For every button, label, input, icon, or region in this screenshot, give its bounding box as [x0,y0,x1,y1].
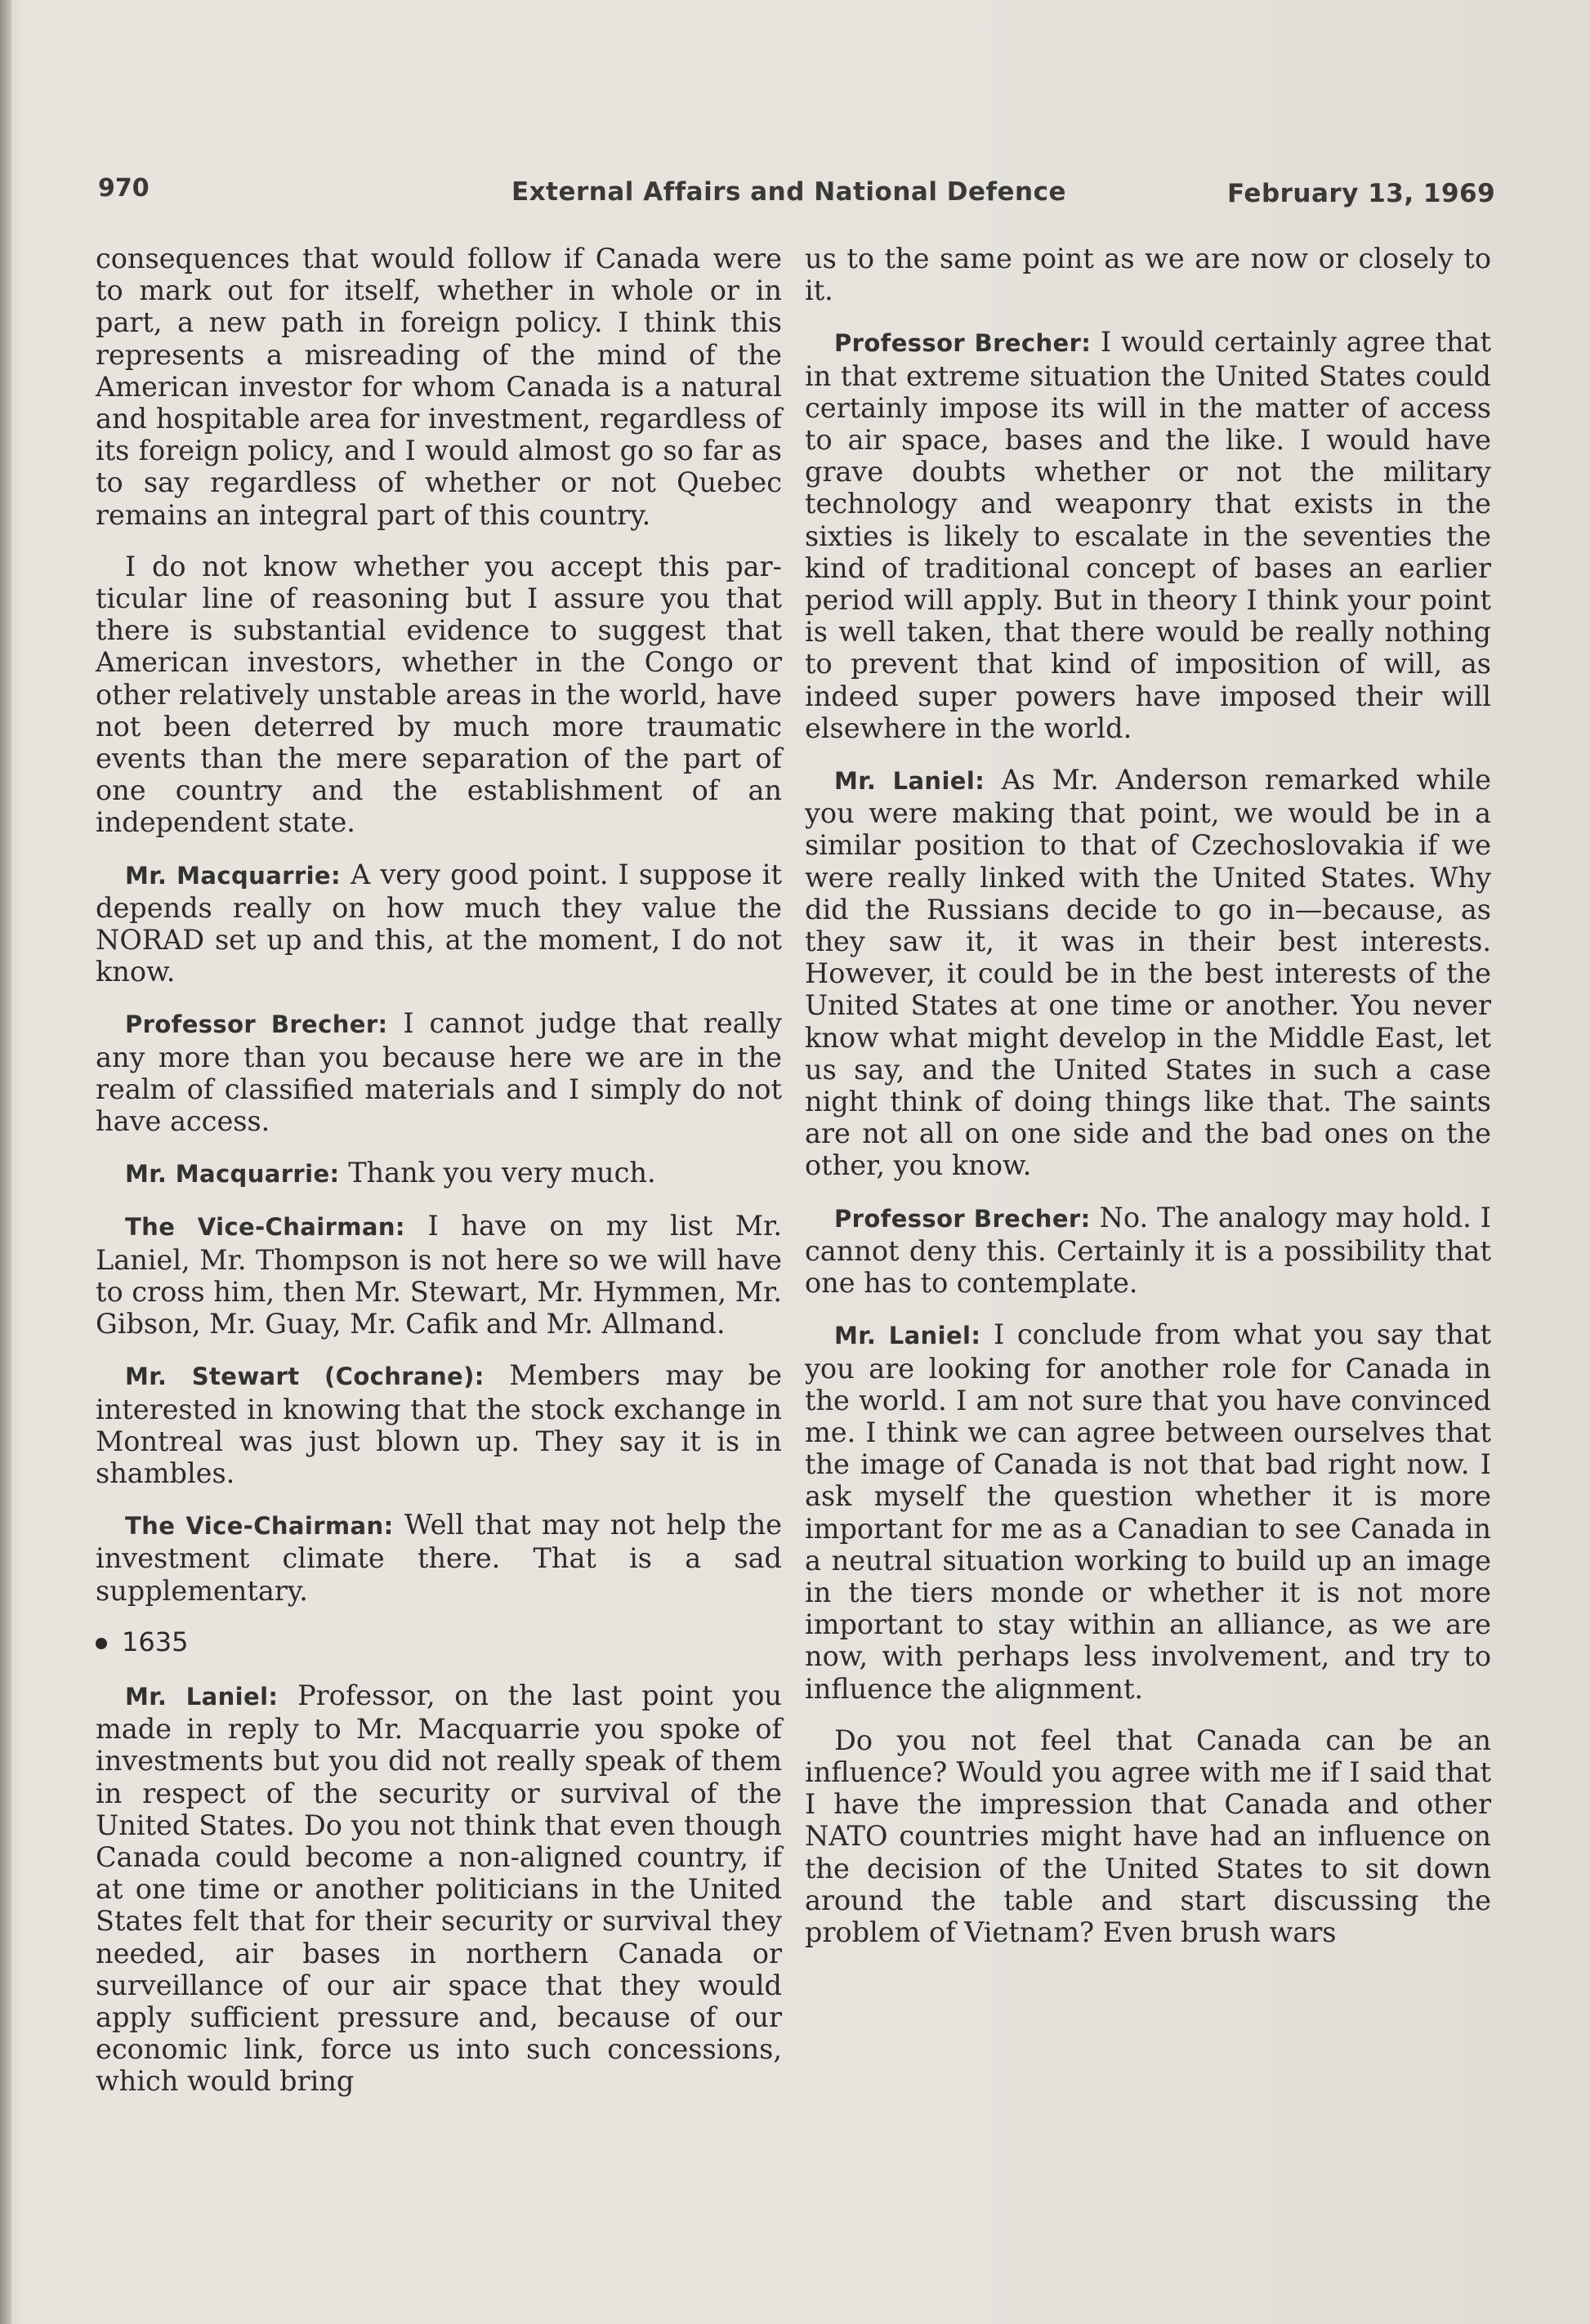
speaker-name: Mr. Stewart (Cochrane): [125,1363,485,1391]
paragraph [96,243,782,531]
paragraph-text: Professor, on the last point you made in reply to Mr. Macquarrie you spoke of investments but you did not really speak of them in respect of the security or survival of the United States. Do you not think that even though Canada could become a non-aligned country, if at one time or another politicians in the United States felt that for their security or survival they needed, air bases in northern Canada or surveillance of our air space that they would apply sufficient pressure and, because of our economic link, force us into such concessions, which would bring [96,1679,782,2098]
paragraph-text: As Mr. Anderson remarked while you were making that point, we would be in a similar position to that of Czechoslovakia if we were really linked with the United States. Why did the Russians decide to go in—because, as they saw it, it was in their best interests. However, it could be in the best interests of the United States at one time or another. You never know what might develop in the Middle East, let us say, and the United States in such a case night think of doing things like that. The saints are not all on one side and the bad ones on the other, you know. [805,764,1491,1182]
time-marker-text: 1635 [122,1626,189,1657]
page-header [0,167,1590,216]
paragraph-text: Well that may not help the investment climate there. That is a sad supplementary. [96,1509,783,1607]
paragraph [805,326,1491,744]
paragraph [805,1202,1491,1300]
paragraph-text: consequences that would follow if Canada were to mark out for itself, whether in whole or in part, a new path in foreign policy. I think this represents a misreading of the mind of the American investor for whom Canada is a natural and hospitable area for investment, regardless of its foreign policy, and I would almost go so far as to say regardless of whether or not Quebec remains an integral part of this country. [96,243,782,531]
paragraph [805,243,1491,306]
paragraph [96,859,782,988]
paragraph [96,1509,782,1607]
left-column [96,243,782,2117]
paragraph [96,1210,782,1340]
speaker-name: Professor Brecher: [125,1010,388,1039]
speaker-name: The Vice-Chairman: [125,1213,405,1242]
paragraph [805,1318,1491,1704]
speaker-name: Mr. Laniel: [125,1682,279,1711]
running-title: External Affairs and National Defence [511,177,1066,207]
bullet-icon [96,1638,107,1649]
paragraph [96,1679,782,2098]
paragraph-text: us to the same point as we are now or closely to it. [805,243,1491,307]
paragraph-text: Thank you very much. [348,1157,656,1189]
paragraph-text: Do you not feel that Canada can be an influence? Would you agree with me if I said that I have the impression that Canada and other NATO countries might have had an influence on the decision of the United States to sit down around the table and start discussing the problem of Vietnam? Even brush wars [805,1724,1491,1948]
paragraph [805,764,1491,1182]
paragraph-text: I conclude from what you say that you are looking for another role for Canada in the world. I am not sure that you have convinced me. I think we can agree between ourselves that the image of Canada is not that bad right now. I ask myself the question whether it is more important for me as a Canadian to see Canada in a neutral situation working to build up an image in the tiers monde or whether it is not more important to stay within an alliance, as we are now, with perhaps less involvement, and try to influence the alignment. [805,1318,1492,1705]
paragraph [96,1007,782,1137]
paragraph [805,1724,1491,1948]
paragraph [96,1359,782,1489]
paragraph-text: I cannot judge that really any more than you because here we are in the realm of classified materials and I simply do not have access. [96,1007,782,1138]
running-date: February 13, 1969 [1227,179,1496,208]
paragraph-text: No. The analogy may hold. I cannot deny this. Certainly it is a possibility that one has to contemplate. [805,1201,1491,1300]
speaker-name: Mr. Laniel: [834,767,985,796]
paragraph-text: I have on my list Mr. Laniel, Mr. Thompson is not here so we will have to cross him, then Mr. Stewart, Mr. Hymmen, Mr. Gibson, Mr. Guay, Mr. Cafik and Mr. Allmand. [96,1210,783,1340]
right-column [805,243,1491,1968]
speaker-name: The Vice-Chairman: [125,1512,394,1541]
page-number: 970 [98,174,150,203]
speaker-name: Professor Brecher: [834,1204,1091,1233]
speaker-name: Mr. Laniel: [834,1322,981,1350]
paragraph [96,551,782,839]
paragraph-text: Members may be interested in knowing that the stock exchange in Montreal was just blown up. They say it is in shambles. [96,1359,782,1489]
paragraph-text: A very good point. I suppose it depends really on how much they value the NORAD set up and this, at the moment, I do not know. [96,858,782,988]
paragraph [96,1157,782,1190]
speaker-name: Mr. Macquarrie: [125,861,341,890]
paragraph-text: I would certainly agree that in that extreme situation the United States could certainly impose its will in the matter of access to air space, bases and the like. I would have grave doubts whether or not the military technology and weaponry that exists in the sixties is likely to escalate in the seventies the kind of traditional concept of bases an earlier period will apply. But in theory I think your point is well taken, that there would be really nothing to prevent that kind of imposition of will, as indeed super powers have imposed their will elsewhere in the world. [805,326,1491,744]
paragraph-text: I do not know whether you accept this particular line of reasoning but I assure you that there is substantial evidence to suggest that American investors, whether in the Congo or other relatively unstable areas in the world, have not been deterred by much more traumatic events than the mere separation of the part of one country and the establishment of an independent state. [96,550,782,839]
speaker-name: Professor Brecher: [834,329,1092,358]
speaker-name: Mr. Macquarrie: [125,1160,340,1189]
page-binding-edge [0,0,11,2324]
time-marker [96,1626,782,1658]
